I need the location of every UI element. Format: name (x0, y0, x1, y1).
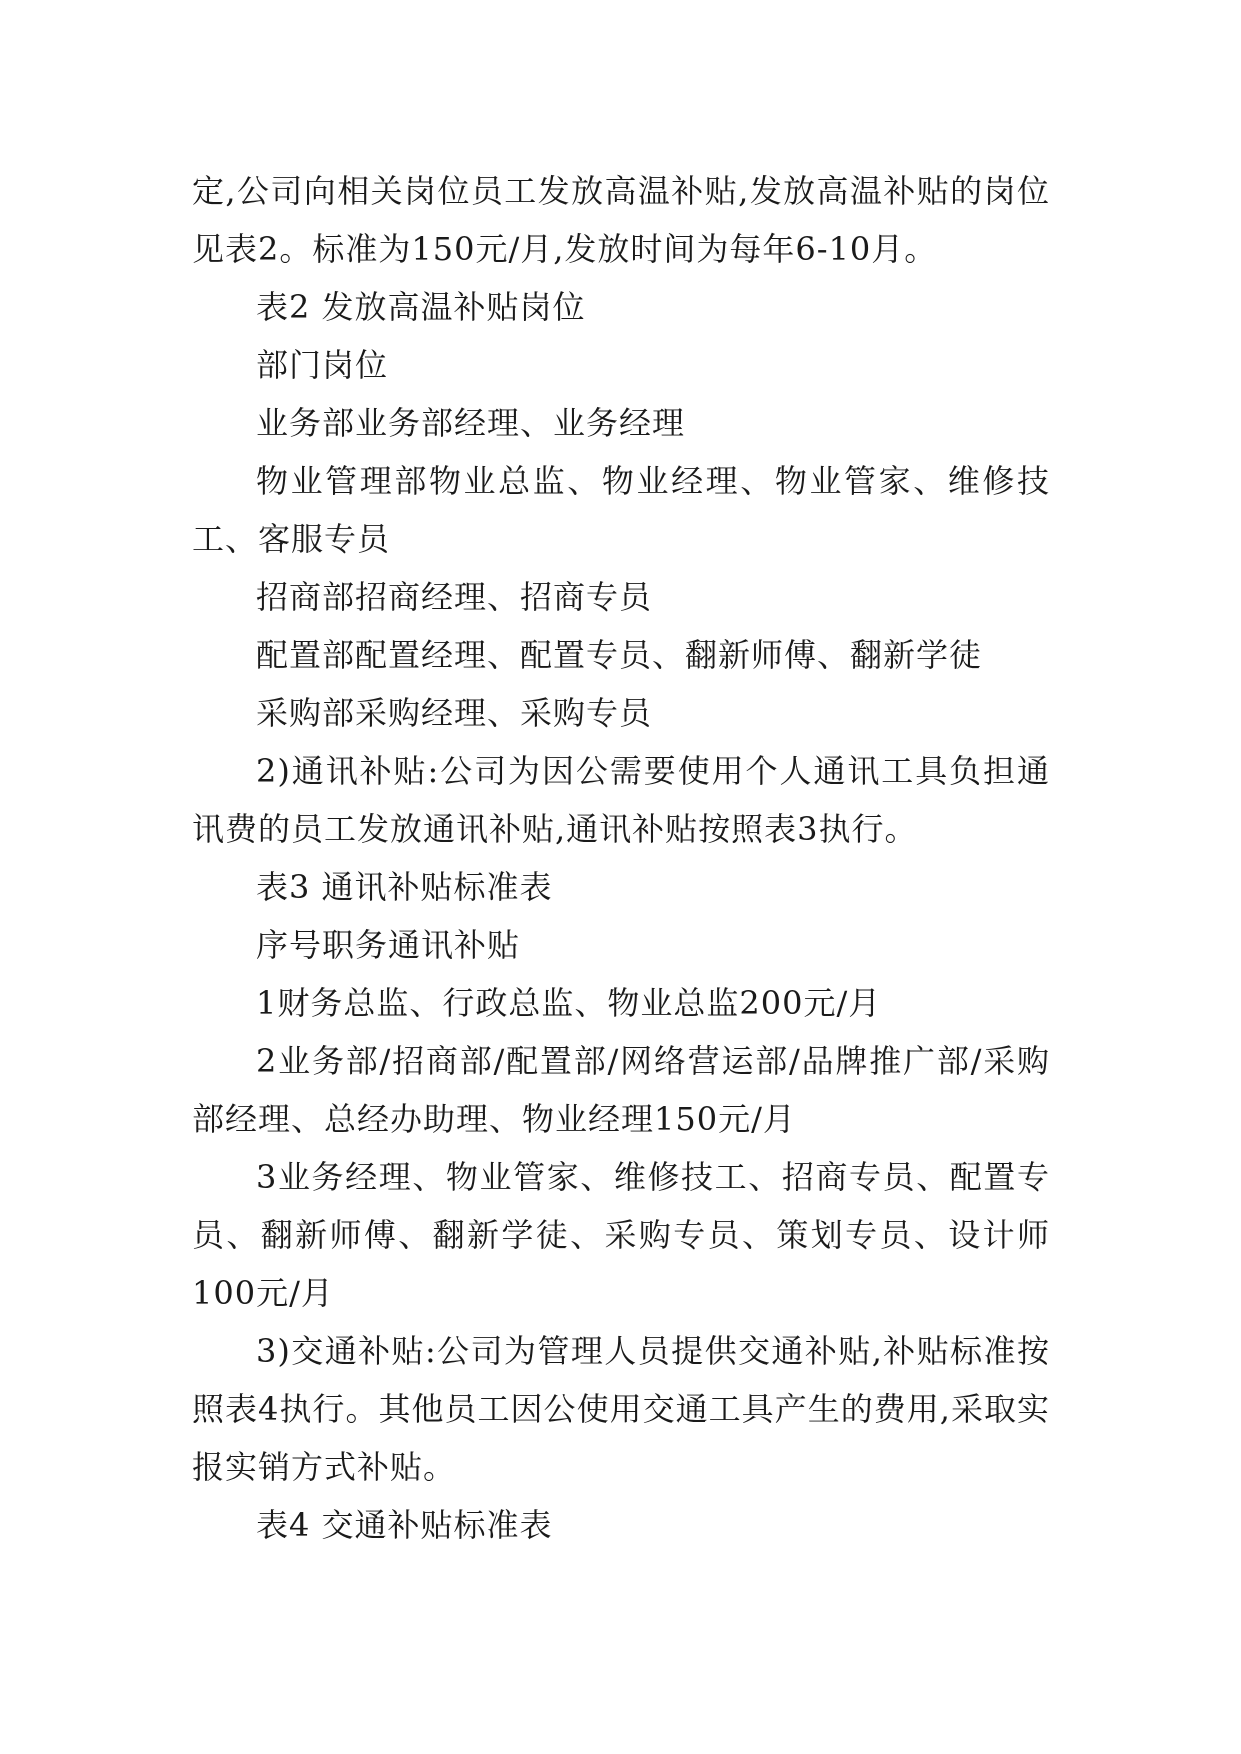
table-3-row-3: 3业务经理、物业管家、维修技工、招商专员、配置专员、翻新师傅、翻新学徒、采购专员、策划专员、设计师100元/月 (192, 1158, 1050, 1312)
table-2-row-leasing: 招商部招商经理、招商专员 (256, 578, 653, 616)
table-2-row-configuration: 配置部配置经理、配置专员、翻新师傅、翻新学徒 (256, 636, 983, 674)
table-3-row-2: 2业务部/招商部/配置部/网络营运部/品牌推广部/采购部经理、总经办助理、物业经理150元/月 (192, 1042, 1050, 1138)
table-3-caption: 表3 通讯补贴标准表 (256, 868, 553, 906)
table-2-row-property: 物业管理部物业总监、物业经理、物业管家、维修技工、客服专员 (192, 462, 1050, 558)
paragraph-transport-allowance: 3)交通补贴:公司为管理人员提供交通补贴,补贴标准按照表4执行。其他员工因公使用交通工具产生的费用,采取实报实销方式补贴。 (192, 1332, 1050, 1486)
table-2-header: 部门岗位 (256, 346, 389, 384)
table-3-row-1: 1财务总监、行政总监、物业总监200元/月 (256, 984, 882, 1022)
table-2-row-business: 业务部业务部经理、业务经理 (256, 404, 686, 442)
table-2-row-purchasing: 采购部采购经理、采购专员 (256, 694, 653, 732)
table-2-caption: 表2 发放高温补贴岗位 (256, 288, 586, 326)
paragraph-continuation: 定,公司向相关岗位员工发放高温补贴,发放高温补贴的岗位见表2。标准为150元/月,发放时间为每年6-10月。 (192, 172, 1050, 268)
paragraph-communication-allowance: 2)通讯补贴:公司为因公需要使用个人通讯工具负担通讯费的员工发放通讯补贴,通讯补贴按照表3执行。 (192, 752, 1050, 848)
document-page (192, 162, 1050, 1554)
table-3-header: 序号职务通讯补贴 (256, 926, 521, 964)
table-4-caption: 表4 交通补贴标准表 (256, 1506, 553, 1544)
